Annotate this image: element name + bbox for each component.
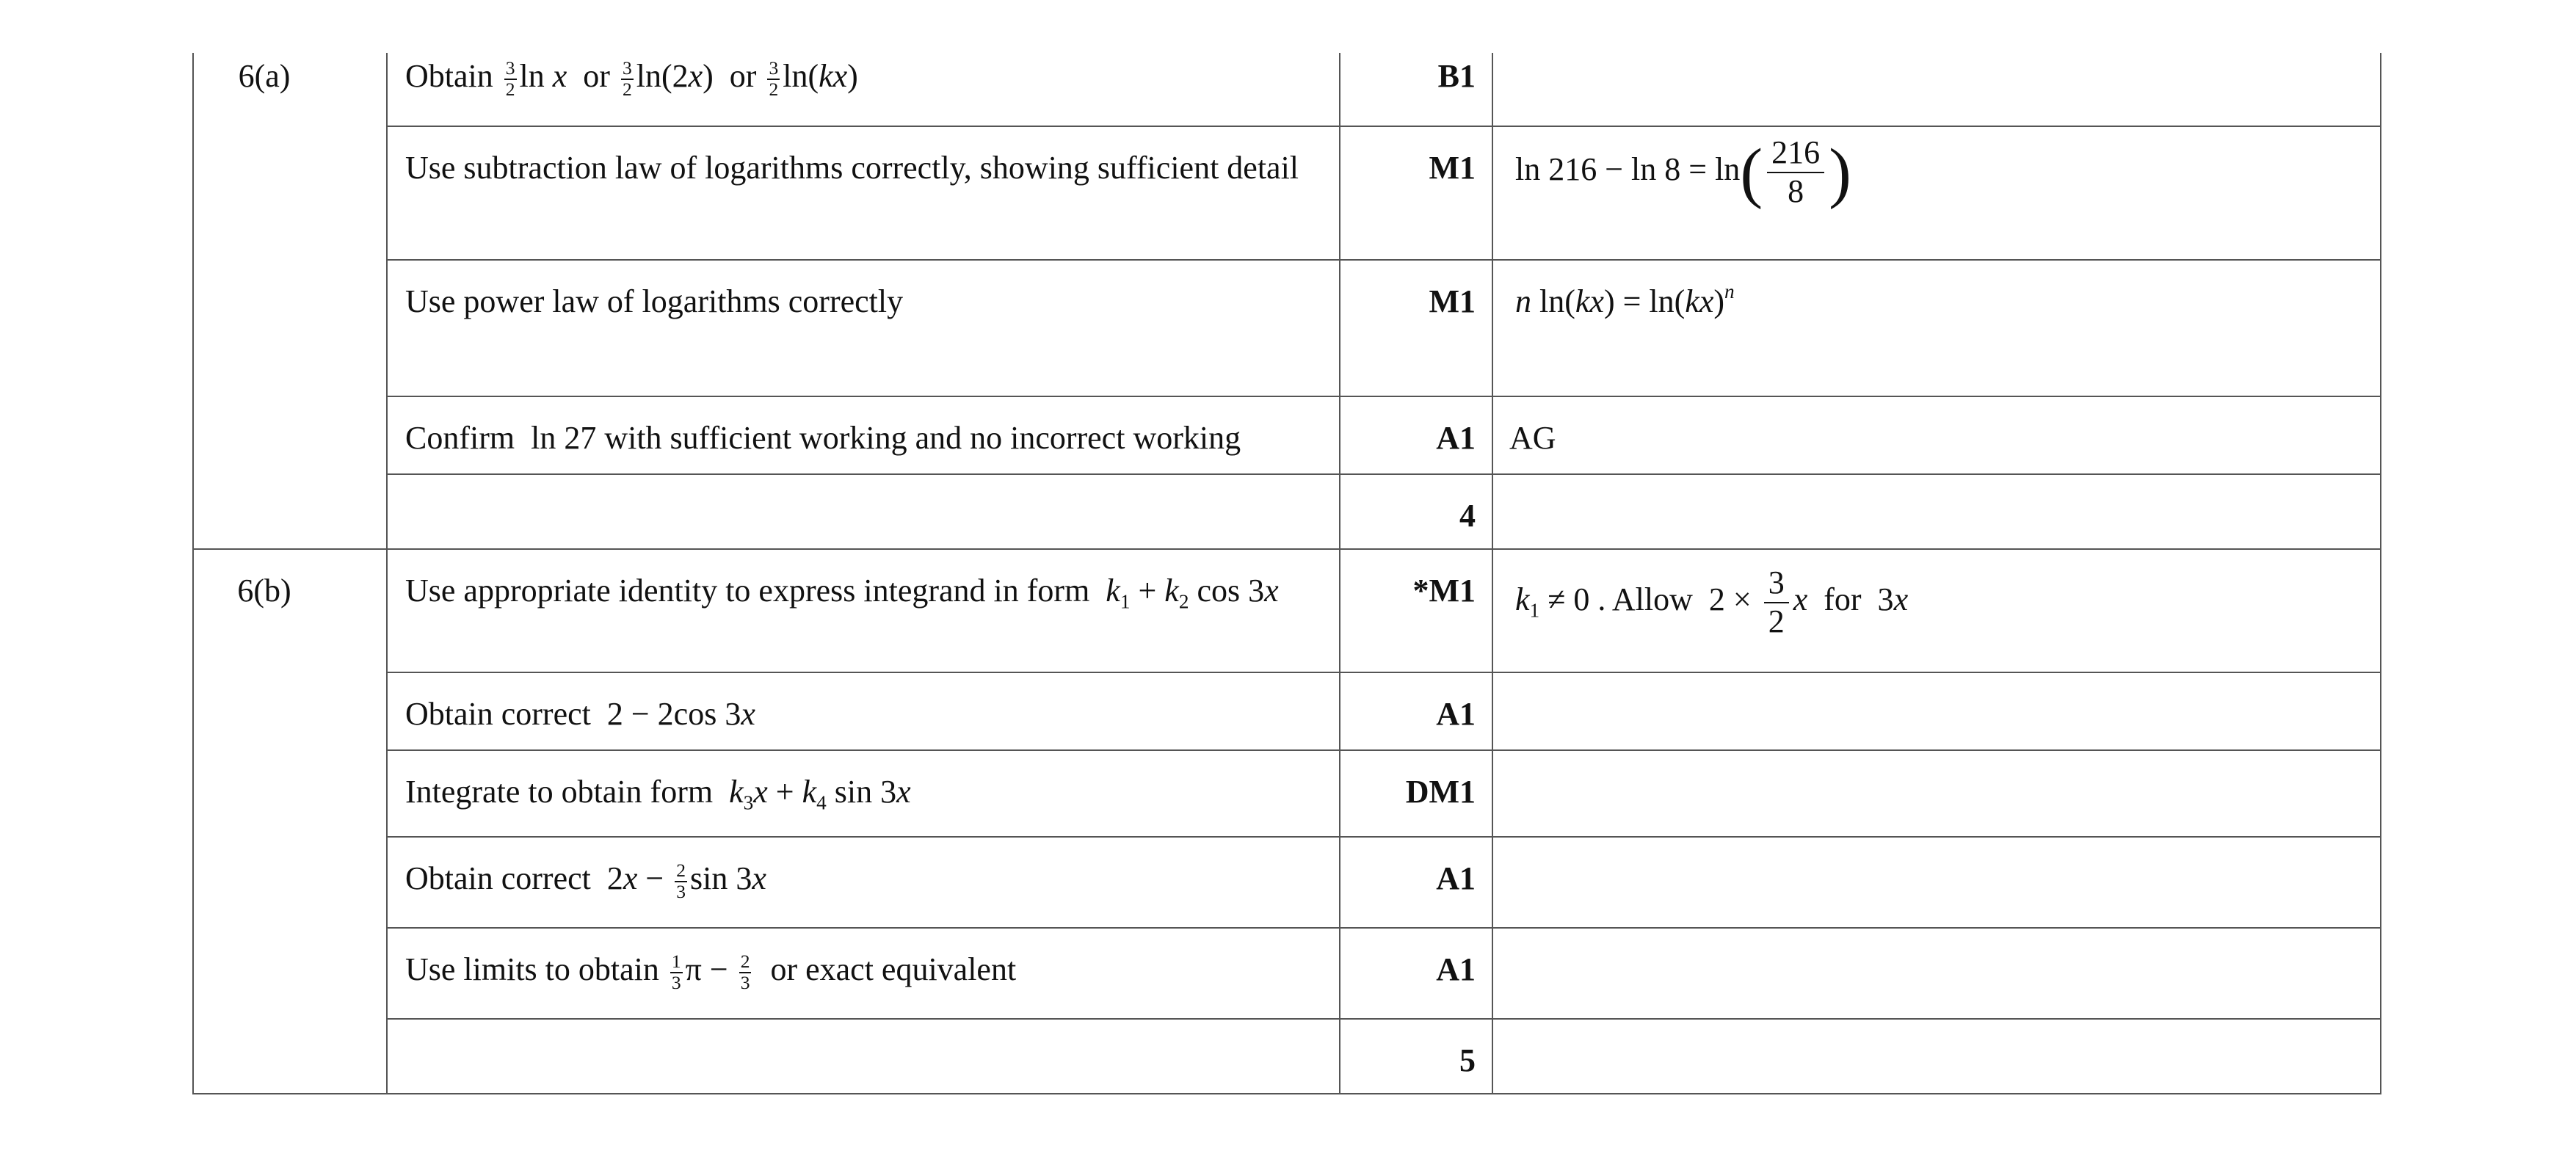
question-number: 6(a) <box>238 58 291 94</box>
guidance-cell <box>1492 750 2381 837</box>
table-row <box>193 474 2381 549</box>
total-marks: 4 <box>1459 498 1476 534</box>
mark-code: A1 <box>1436 951 1476 987</box>
mark-cell <box>1340 928 1492 1019</box>
guidance-cell <box>1492 126 2381 260</box>
guidance-cell <box>1492 837 2381 928</box>
mark-cell <box>1340 549 1492 672</box>
guidance-text: $k_1 \ne 0$ . Allow 2 × $\frac{3}{2}$ x for 3x <box>1515 564 1909 639</box>
answer-text: Use power law of logarithms correctly <box>405 283 904 319</box>
mark-cell <box>1340 396 1492 474</box>
mark-cell <box>1340 474 1492 549</box>
table-row <box>193 750 2381 837</box>
mark-cell <box>1340 126 1492 260</box>
answer-cell <box>387 549 1340 672</box>
mark-cell <box>1340 672 1492 750</box>
guidance-text: ln 216 − ln 8 = ln( $\frac{216}{8}$ ) <box>1515 134 1851 210</box>
question-number-cell <box>193 549 387 1094</box>
mark-code: DM1 <box>1405 774 1476 810</box>
guidance-cell <box>1492 396 2381 474</box>
table-row <box>193 260 2381 396</box>
guidance-cell <box>1492 53 2381 126</box>
answer-cell <box>387 396 1340 474</box>
mark-cell <box>1340 837 1492 928</box>
answer-cell <box>387 260 1340 396</box>
total-marks: 5 <box>1459 1042 1476 1078</box>
answer-cell <box>387 126 1340 260</box>
guidance-cell <box>1492 260 2381 396</box>
table-row <box>193 549 2381 672</box>
table-row <box>193 53 2381 126</box>
mark-code: B1 <box>1437 58 1476 94</box>
answer-cell <box>387 928 1340 1019</box>
answer-text: Use limits to obtain $\frac{1}{3}$ π − $\frac{2}{3}$ or exact equivalent <box>405 951 1017 993</box>
table-row <box>193 396 2381 474</box>
answer-cell <box>387 474 1340 549</box>
answer-text: Use subtraction law of logarithms correctly, showing sufficient detail <box>405 150 1299 186</box>
answer-cell <box>387 672 1340 750</box>
mark-scheme-table <box>192 53 2381 1094</box>
guidance-cell <box>1492 474 2381 549</box>
answer-text: Use appropriate identity to express integrand in form $k_1 + k_2$ cos 3x <box>405 573 1279 613</box>
answer-cell <box>387 1019 1340 1094</box>
answer-cell <box>387 837 1340 928</box>
mark-code: *M1 <box>1412 573 1476 609</box>
guidance-cell <box>1492 672 2381 750</box>
answer-text: Obtain correct 2 − 2cos 3x <box>405 696 755 732</box>
mark-cell <box>1340 53 1492 126</box>
guidance-text: AG <box>1509 420 1556 456</box>
guidance-cell <box>1492 928 2381 1019</box>
answer-cell <box>387 750 1340 837</box>
answer-text: Confirm ln 27 with sufficient working and no incorrect working <box>405 420 1241 456</box>
mark-code: A1 <box>1436 860 1476 896</box>
table-row <box>193 1019 2381 1094</box>
table-row <box>193 837 2381 928</box>
mark-code: M1 <box>1429 283 1476 319</box>
guidance-cell <box>1492 1019 2381 1094</box>
mark-code: M1 <box>1429 150 1476 186</box>
mark-cell <box>1340 260 1492 396</box>
question-number-cell <box>193 53 387 549</box>
question-number: 6(b) <box>237 573 291 609</box>
answer-cell <box>387 53 1340 126</box>
table-row <box>193 126 2381 260</box>
answer-text: Obtain correct 2x − $\frac{2}{3}$ sin 3x <box>405 860 766 902</box>
mark-code: A1 <box>1436 420 1476 456</box>
table-row <box>193 672 2381 750</box>
guidance-text: n ln(kx) = ln(kx)$^n$ <box>1515 280 1735 319</box>
mark-cell <box>1340 750 1492 837</box>
answer-text: Integrate to obtain form $k_3x + k_4$ sin 3x <box>405 774 911 814</box>
mark-code: A1 <box>1436 696 1476 732</box>
table-row <box>193 928 2381 1019</box>
mark-cell <box>1340 1019 1492 1094</box>
answer-text: Obtain $\frac{3}{2}$ ln x or $\frac{3}{2}$ ln(2x) or $\frac{3}{2}$ ln(kx) <box>405 57 858 100</box>
guidance-cell <box>1492 549 2381 672</box>
